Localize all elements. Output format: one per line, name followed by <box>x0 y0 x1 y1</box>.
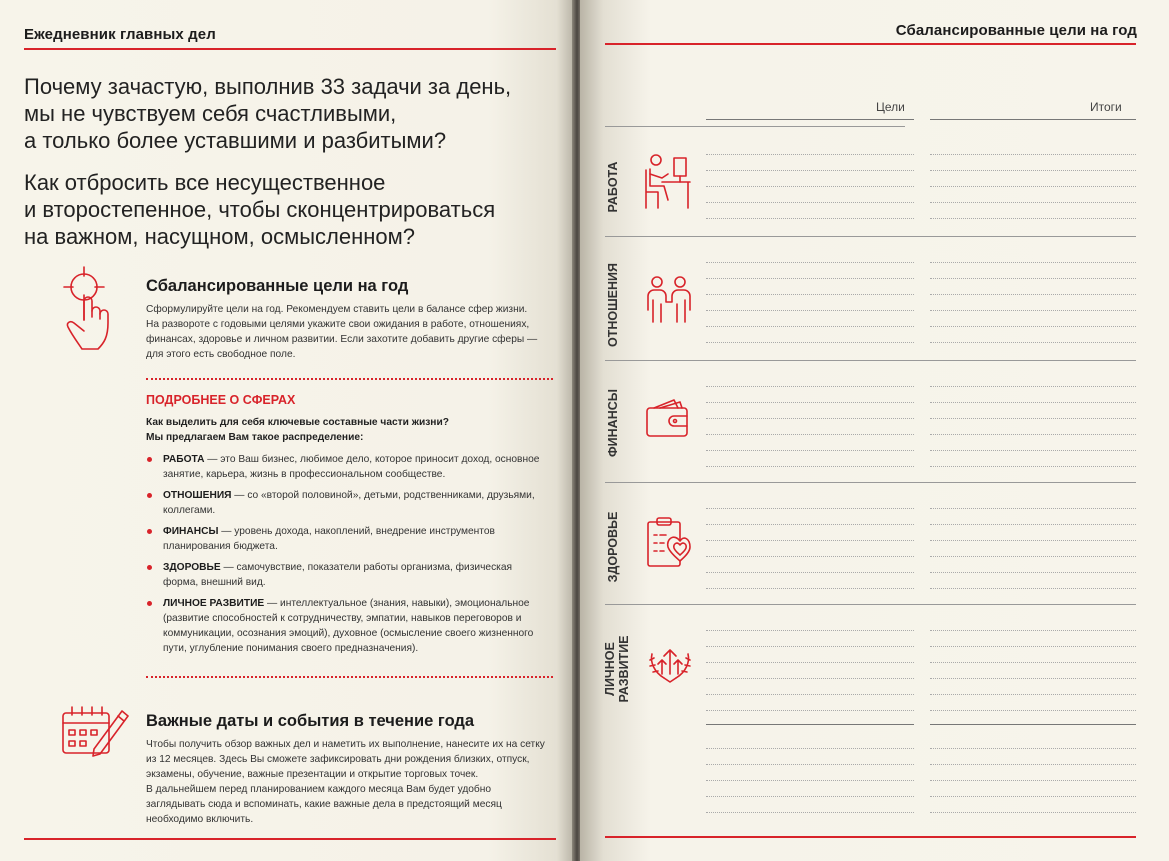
list-item: ЛИЧНОЕ РАЗВИТИЕ — интеллектуальное (знания, навыки), эмоциональное (развитие способностей к сотрудничеству, эмпатии, навыков переговоров и коммуникации, осознания эмоций), духовное (осмысление своего жизненного пути, углубление понимания своего предназначения). <box>146 596 546 656</box>
results-line <box>930 218 1136 219</box>
list-item: ОТНОШЕНИЯ — со «второй половиной», детьми, родственниками, друзьями, коллегами. <box>146 488 546 518</box>
more-about-spheres-title: ПОДРОБНЕЕ О СФЕРАХ <box>146 393 296 407</box>
goals-line <box>706 588 914 589</box>
results-line <box>930 678 1136 679</box>
goals-line <box>706 662 914 663</box>
list-item: ЗДОРОВЬЕ — самочувствие, показатели работы организма, физическая форма, внешний вид. <box>146 560 546 590</box>
results-line <box>930 748 1136 749</box>
results-line <box>930 326 1136 327</box>
goals-line <box>706 646 914 647</box>
results-line <box>930 294 1136 295</box>
results-line <box>930 812 1136 813</box>
results-line <box>930 630 1136 631</box>
goals-line <box>706 748 914 749</box>
goals-line <box>706 386 914 387</box>
intro-question-1: Почему зачастую, выполнив 33 задачи за день, мы не чувствуем себя счастливыми, а только более уставшими и разбитыми? <box>24 74 512 153</box>
results-line <box>930 170 1136 171</box>
goals-line <box>706 262 914 263</box>
goals-line <box>706 218 914 219</box>
results-line <box>930 450 1136 451</box>
results-line <box>930 764 1136 765</box>
row-divider <box>605 604 1136 605</box>
footer-rule <box>24 838 556 840</box>
relationships-icon <box>644 274 694 324</box>
goals-line <box>706 556 914 557</box>
results-line <box>930 186 1136 187</box>
goals-line <box>706 402 914 403</box>
health-icon <box>644 515 692 569</box>
goals-line <box>706 278 914 279</box>
list-item: ФИНАНСЫ — уровень дохода, накоплений, внедрение инструментов планирования бюджета. <box>146 524 546 554</box>
list-item: РАБОТА — это Ваш бизнес, любимое дело, которое приносит доход, основное занятие, карьера, жизнь в профессиональном сообществе. <box>146 452 546 482</box>
wallet-icon <box>644 396 692 440</box>
goals-line <box>706 796 914 797</box>
results-line <box>930 540 1136 541</box>
row-divider <box>605 482 1136 483</box>
row-divider <box>930 724 1136 725</box>
goals-line <box>706 764 914 765</box>
goals-line <box>706 466 914 467</box>
results-line <box>930 662 1136 663</box>
sphere-label-personal-growth: ЛИЧНОЕ РАЗВИТИЕ <box>603 635 631 703</box>
goals-line <box>706 694 914 695</box>
dates-section-title: Важные даты и события в течение года <box>146 712 475 730</box>
results-line <box>930 434 1136 435</box>
results-line <box>930 386 1136 387</box>
work-icon <box>642 152 694 212</box>
left-header: Ежедневник главных дел <box>24 26 216 43</box>
results-header-line <box>930 119 1136 120</box>
goals-line <box>706 326 914 327</box>
row-divider <box>706 724 914 725</box>
goals-line <box>706 540 914 541</box>
more-question: Как выделить для себя ключевые составные части жизни? Мы предлагаем Вам такое распределение: <box>146 417 449 443</box>
goals-line <box>706 342 914 343</box>
results-line <box>930 402 1136 403</box>
goals-line <box>706 170 914 171</box>
goals-section-title: Сбалансированные цели на год <box>146 277 409 295</box>
right-page <box>580 0 1169 861</box>
goals-line <box>706 186 914 187</box>
results-line <box>930 694 1136 695</box>
goals-line <box>706 678 914 679</box>
goals-section-text: Сформулируйте цели на год. Рекомендуем ставить цели в балансе сфер жизни. На развороте с годовыми целями укажите свои ожидания в работе, отношениях, финансах, здоровье и личном развитии. Если захотите добавить другие сферы — для этого есть свободное поле. <box>146 304 538 360</box>
right-header: Сбалансированные цели на год <box>895 22 1137 39</box>
sphere-label-finances: ФИНАНСЫ <box>606 389 620 457</box>
calendar-pencil-icon <box>60 703 130 761</box>
goals-line <box>706 524 914 525</box>
sphere-label-relationships: ОТНОШЕНИЯ <box>606 263 620 348</box>
goals-line <box>706 812 914 813</box>
target-hand-icon <box>62 265 120 355</box>
goals-line <box>706 154 914 155</box>
results-line <box>930 202 1136 203</box>
goals-line <box>706 572 914 573</box>
row-divider <box>605 236 1136 237</box>
column-results-label: Итоги <box>1090 100 1122 114</box>
results-line <box>930 710 1136 711</box>
goals-line <box>706 450 914 451</box>
footer-rule <box>605 836 1136 838</box>
dates-section-text: Чтобы получить обзор важных дел и наметить их выполнение, нанесите их на сетку из 12 месяцев. Здесь Вы сможете зафиксировать дни рождения близких, отпуск, экзамены, обучение, важные презентации и открытие торговых точек. В дальнейшем перед планированием каждого месяца Вам будет удобно заглядывать сюда и вспоминать, какие важные дела в предстоящий месяц необходимо включить. <box>146 739 545 825</box>
growth-icon <box>646 638 694 686</box>
goals-line <box>706 780 914 781</box>
goals-line <box>706 630 914 631</box>
results-line <box>930 466 1136 467</box>
results-line <box>930 418 1136 419</box>
results-line <box>930 780 1136 781</box>
goals-line <box>706 710 914 711</box>
column-goals-label: Цели <box>876 100 905 114</box>
results-line <box>930 310 1136 311</box>
results-line <box>930 796 1136 797</box>
results-line <box>930 556 1136 557</box>
goals-line <box>706 202 914 203</box>
goals-line <box>706 434 914 435</box>
row-divider <box>605 126 905 127</box>
results-line <box>930 342 1136 343</box>
results-line <box>930 278 1136 279</box>
header-rule <box>605 43 1136 45</box>
results-line <box>930 572 1136 573</box>
header-rule <box>24 48 556 50</box>
results-line <box>930 262 1136 263</box>
dotted-divider <box>146 676 553 678</box>
sphere-label-work: РАБОТА <box>606 161 620 213</box>
goals-header-line <box>706 119 914 120</box>
results-line <box>930 508 1136 509</box>
goals-line <box>706 310 914 311</box>
results-line <box>930 524 1136 525</box>
results-line <box>930 646 1136 647</box>
goals-line <box>706 418 914 419</box>
goals-line <box>706 294 914 295</box>
sphere-label-health: ЗДОРОВЬЕ <box>606 511 620 583</box>
results-line <box>930 588 1136 589</box>
dotted-divider <box>146 378 553 380</box>
spheres-list <box>146 452 546 662</box>
row-divider <box>605 360 1136 361</box>
intro-question-2: Как отбросить все несущественное и второстепенное, чтобы сконцентрироваться на важном, насущном, осмысленном? <box>24 170 496 249</box>
results-line <box>930 154 1136 155</box>
left-page <box>0 0 574 861</box>
goals-line <box>706 508 914 509</box>
